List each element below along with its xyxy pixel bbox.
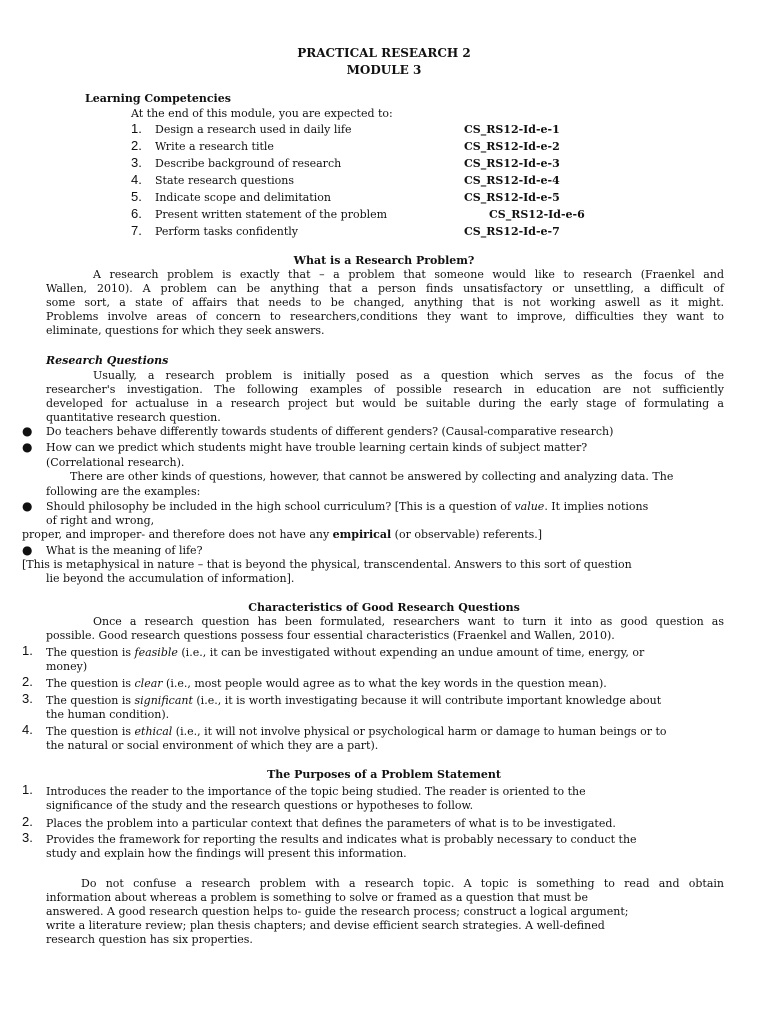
competency-number: 6. <box>131 206 142 221</box>
purpose-item-cont: study and explain how the findings will present this information. <box>46 847 407 860</box>
paragraph-line: research question has six properties. <box>46 933 253 946</box>
bullet-icon: ● <box>22 499 33 513</box>
example-question-3-note <box>22 528 542 542</box>
paragraph-line: developed for actualuse in a research project but would be suitable during the early stage of formulating a <box>46 397 724 410</box>
competency-text: Present written statement of the problem <box>155 208 388 221</box>
text-run: The question is <box>46 725 135 738</box>
bullet-icon: ● <box>22 440 33 454</box>
paragraph-line: possible. Good research questions possess four essential characteristics (Fraenkel and Wallen, 2010). <box>46 629 615 642</box>
text-run: The question is <box>46 694 135 707</box>
competency-code: CS_RS12-Id-e-2 <box>464 140 560 153</box>
bold-text: empirical <box>332 528 392 541</box>
characteristic-item <box>46 677 607 691</box>
list-number: 2. <box>22 814 33 829</box>
example-question-2-note: (Correlational research). <box>46 456 185 469</box>
competency-number: 3. <box>131 155 142 170</box>
paragraph-line: Do not confuse a research problem with a research topic. A topic is something to read and obtain <box>81 877 724 890</box>
example-question-3-cont: of right and wrong, <box>46 514 155 527</box>
characteristic-item-cont: the human condition). <box>46 708 170 721</box>
characteristic-item <box>46 694 661 708</box>
emphasis-text: ethical <box>134 725 173 738</box>
characteristic-item-cont: the natural or social environment of which they are a part). <box>46 739 379 752</box>
list-number: 3. <box>22 830 33 845</box>
paragraph-line: write a literature review; plan thesis chapters; and devise efficient search strategies. A well-defined <box>46 919 605 932</box>
module-label: MODULE 3 <box>346 63 422 77</box>
purposes-heading: The Purposes of a Problem Statement <box>267 768 501 781</box>
competency-code: CS_RS12-Id-e-4 <box>464 174 560 187</box>
competency-number: 1. <box>131 121 142 136</box>
paragraph-line: A research problem is exactly that – a problem that someone would like to research (Fraenkel and <box>93 268 724 281</box>
characteristics-heading: Characteristics of Good Research Questions <box>248 601 520 614</box>
bullet-icon: ● <box>22 424 33 438</box>
competency-number: 2. <box>131 138 142 153</box>
metaphysical-note-cont: lie beyond the accumulation of information]. <box>46 572 295 585</box>
competencies-intro: At the end of this module, you are expected to: <box>131 107 393 120</box>
competency-code: CS_RS12-Id-e-7 <box>464 225 560 238</box>
example-question-2: How can we predict which students might have trouble learning certain kinds of subject matter? <box>46 441 588 454</box>
text-run: (i.e., it can be investigated without expending an undue amount of time, energy, or <box>177 646 645 659</box>
emphasis-text: value <box>514 500 545 513</box>
research-problem-paragraph <box>46 268 724 338</box>
text-run: (or observable) referents.] <box>391 528 543 541</box>
competency-code: CS_RS12-Id-e-5 <box>464 191 560 204</box>
text-run: The question is <box>46 677 135 690</box>
competency-text: Design a research used in daily life <box>155 123 352 136</box>
list-number: 2. <box>22 674 33 689</box>
paragraph-line: some sort, a state of affairs that needs to be changed, anything that is not working aswell as it might. <box>46 296 724 309</box>
competency-text: State research questions <box>155 174 294 187</box>
characteristics-intro <box>46 615 724 643</box>
characteristic-item <box>46 646 644 660</box>
competency-text: Perform tasks confidently <box>155 225 298 238</box>
document-title: PRACTICAL RESEARCH 2 <box>297 46 471 60</box>
text-run: (i.e., it will not involve physical or psychological harm or damage to human beings or to <box>172 725 667 738</box>
competency-code: CS_RS12-Id-e-6 <box>489 208 585 221</box>
research-questions-paragraph <box>46 369 724 425</box>
list-number: 4. <box>22 722 33 737</box>
list-number: 3. <box>22 691 33 706</box>
paragraph-line: Usually, a research problem is initially posed as a question which serves as the focus of the <box>93 369 724 382</box>
purpose-item-cont: significance of the study and the research questions or hypotheses to follow. <box>46 799 474 812</box>
characteristic-item <box>46 725 667 739</box>
example-question-4: What is the meaning of life? <box>46 544 203 557</box>
characteristic-item-cont: money) <box>46 660 88 673</box>
competency-number: 7. <box>131 223 142 238</box>
competency-text: Describe background of research <box>155 157 342 170</box>
purpose-item: Introduces the reader to the importance of the topic being studied. The reader is oriented to the <box>46 785 586 798</box>
example-question-1: Do teachers behave differently towards students of different genders? (Causal-comparative research) <box>46 425 614 438</box>
research-problem-heading: What is a Research Problem? <box>293 254 475 267</box>
emphasis-text: clear <box>134 677 163 690</box>
paragraph-line: quantitative research question. <box>46 411 221 424</box>
emphasis-text: significant <box>134 694 193 707</box>
competency-code: CS_RS12-Id-e-1 <box>464 123 560 136</box>
competency-text: Indicate scope and delimitation <box>155 191 331 204</box>
bullet-icon: ● <box>22 543 33 557</box>
metaphysical-note: [This is metaphysical in nature – that is beyond the physical, transcendental. Answers to this sort of question <box>22 558 632 571</box>
paragraph-line: Problems involve areas of concern to researchers,conditions they want to improve, difficulties they want to <box>46 310 724 323</box>
text-run: . It implies notions <box>544 500 649 513</box>
paragraph-line: researcher's investigation. The following examples of possible research in education are not sufficiently <box>46 383 724 396</box>
text-run: The question is <box>46 646 135 659</box>
example-question-3 <box>46 500 648 514</box>
paragraph-line: Once a research question has been formulated, researchers want to turn it into as good question as <box>93 615 724 628</box>
text-run: (i.e., most people would agree as to what the key words in the question mean). <box>162 677 607 690</box>
competency-number: 5. <box>131 189 142 204</box>
list-number: 1. <box>22 643 33 658</box>
list-number: 1. <box>22 782 33 797</box>
competency-text: Write a research title <box>155 140 274 153</box>
purpose-item: Places the problem into a particular context that defines the parameters of what is to be investigated. <box>46 817 616 830</box>
paragraph-line: eliminate, questions for which they seek answers. <box>46 324 325 337</box>
other-kinds-line: following are the examples: <box>46 485 201 498</box>
purpose-item: Provides the framework for reporting the results and indicates what is probably necessary to conduct the <box>46 833 637 846</box>
paragraph-line: information about whereas a problem is something to solve or framed as a question that must be <box>46 891 588 904</box>
text-run: (i.e., it is worth investigating because it will contribute important knowledge about <box>192 694 662 707</box>
competency-number: 4. <box>131 172 142 187</box>
competencies-heading: Learning Competencies <box>85 92 231 105</box>
competency-code: CS_RS12-Id-e-3 <box>464 157 560 170</box>
other-kinds-line: There are other kinds of questions, however, that cannot be answered by collecting and analyzing data. The <box>70 470 674 483</box>
paragraph-line: answered. A good research question helps to- guide the research process; construct a logical argument; <box>46 905 629 918</box>
text-run: proper, and improper- and therefore does not have any <box>22 528 333 541</box>
text-run: Should philosophy be included in the high school curriculum? [This is a question of <box>46 500 515 513</box>
paragraph-line: Wallen, 2010). A problem can be anything that a person finds unsatisfactory or unsettling, a difficult of <box>46 282 724 295</box>
closing-paragraph <box>46 877 724 947</box>
emphasis-text: feasible <box>134 646 178 659</box>
research-questions-heading: Research Questions <box>46 354 169 367</box>
